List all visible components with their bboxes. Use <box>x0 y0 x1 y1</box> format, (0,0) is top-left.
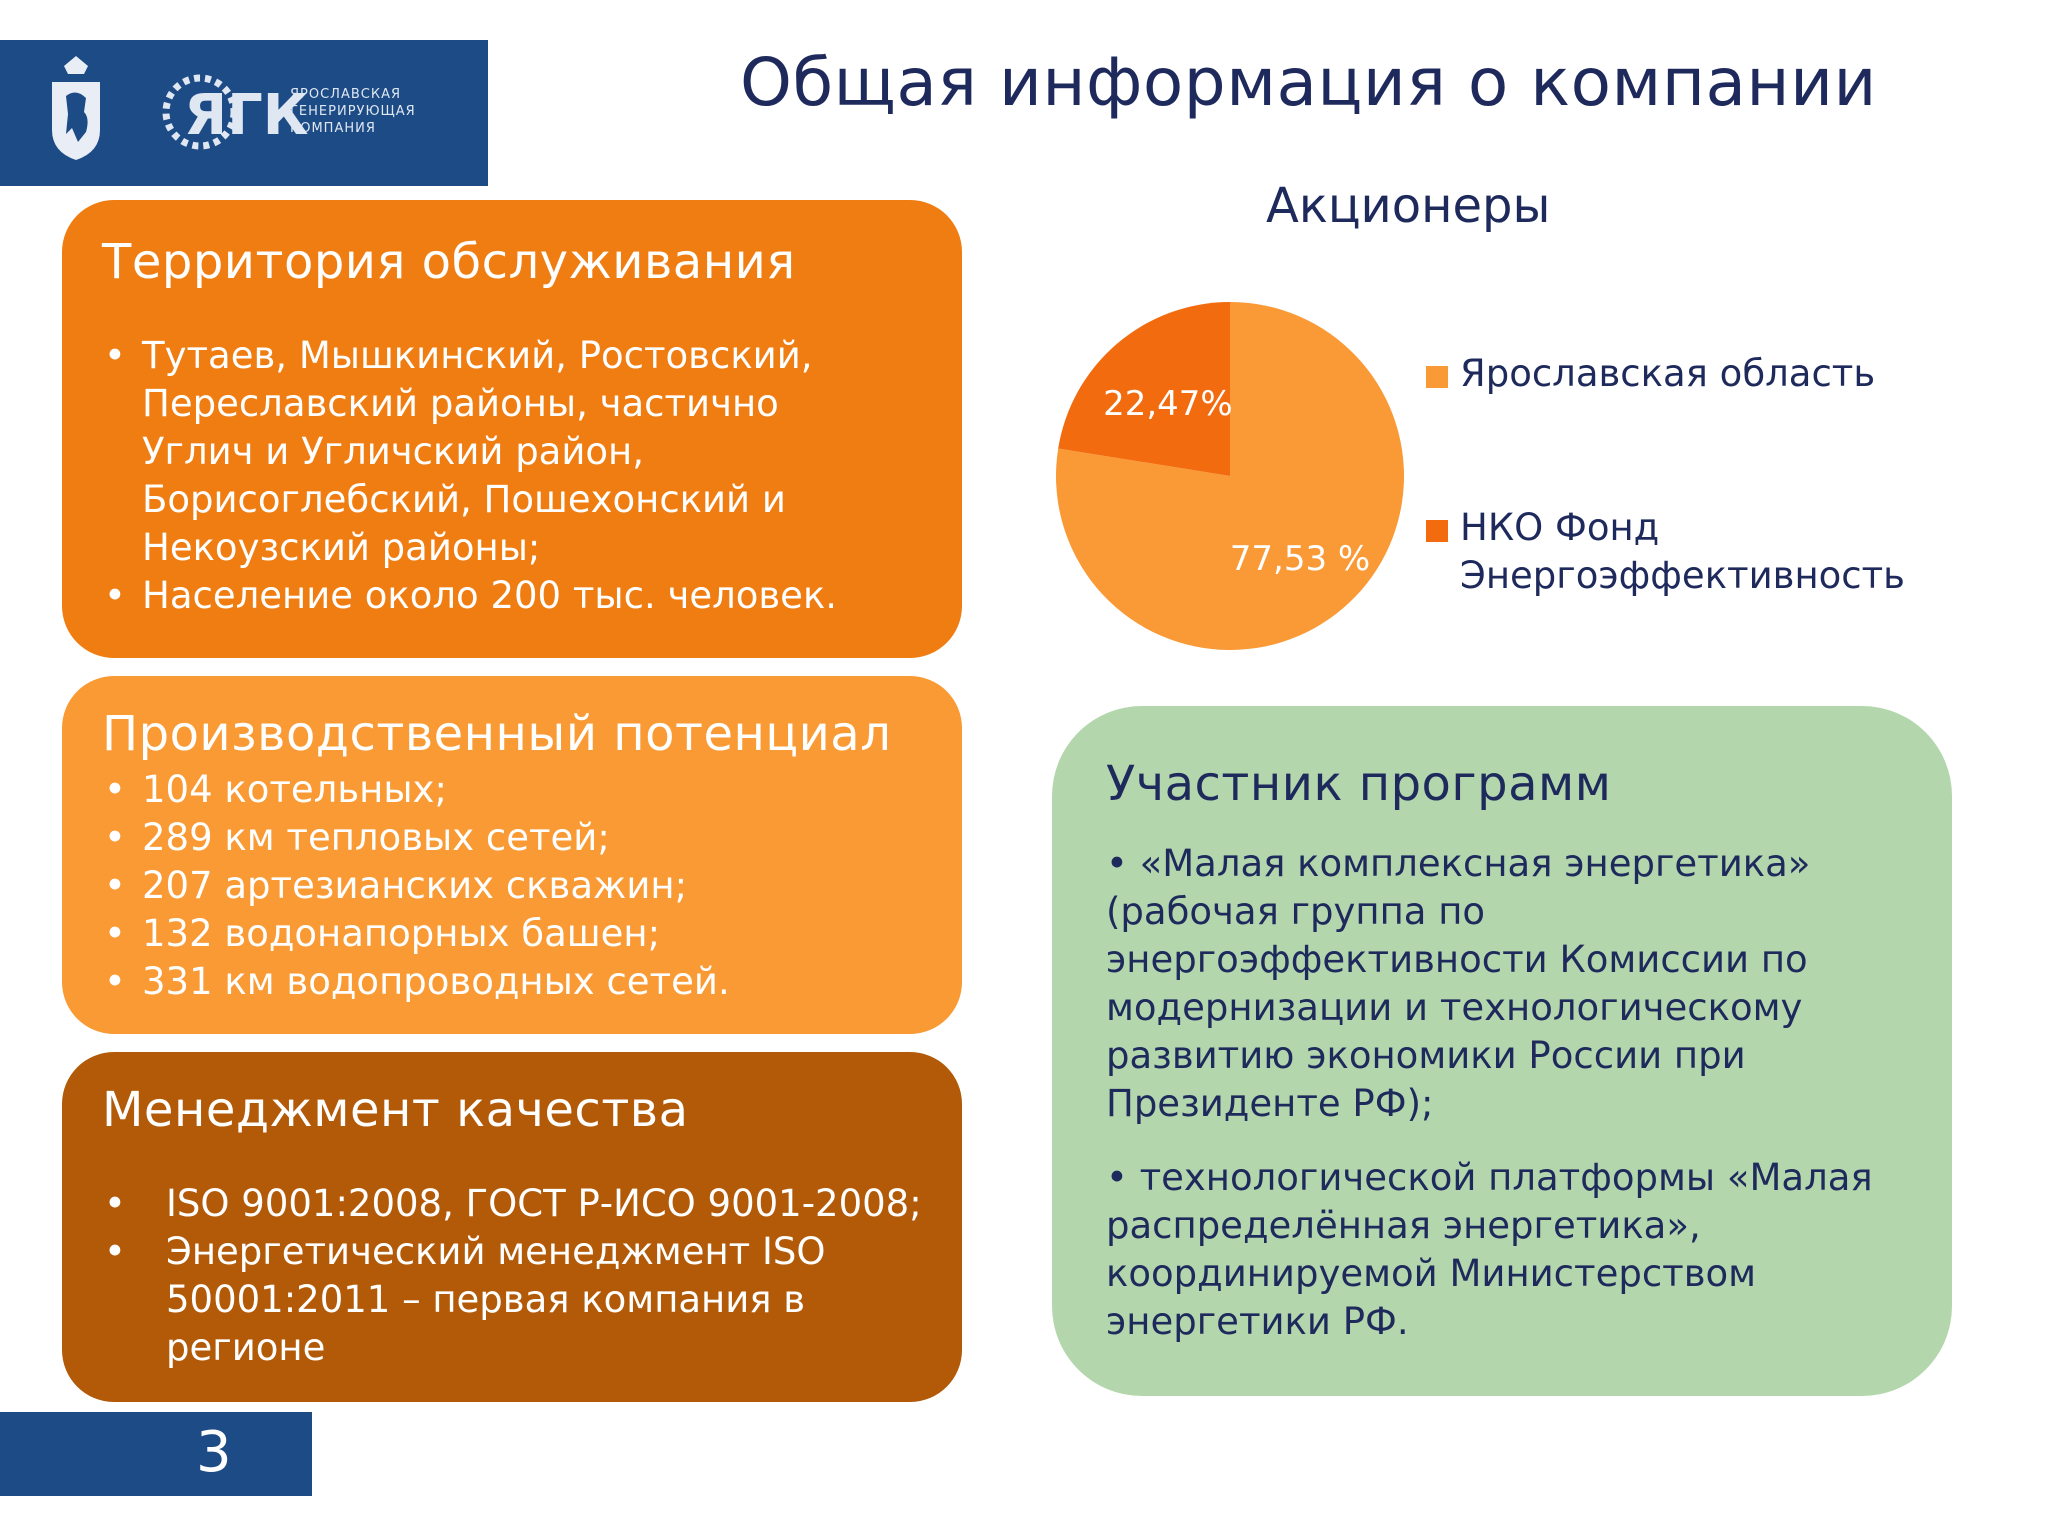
program-item: • «Малая комплексная энергетика» (рабочая группа по энергоэффективности Комиссии по модернизации и технологическому развитию экономики России при Президенте РФ); <box>1106 842 1811 1125</box>
company-logo-icon <box>160 62 309 162</box>
pie-label-1: 22,47% <box>1103 384 1233 425</box>
list-item: • Энергетический менеджмент ISO 50001:2011 – первая компания в регионе <box>102 1228 962 1372</box>
quality-heading: Менеджмент качества <box>102 1082 689 1138</box>
shareholders-pie-chart <box>1040 290 1460 670</box>
legend-item: НКО Фонд Энергоэффективность <box>1426 504 2020 600</box>
territory-card <box>62 200 962 658</box>
chart-title: Акционеры <box>1266 178 1551 234</box>
production-list <box>102 766 962 1006</box>
list-item: • ISO 9001:2008, ГОСТ Р-ИСО 9001-2008; <box>102 1180 962 1228</box>
list-item: • 207 артезианских скважин; <box>102 862 962 910</box>
legend-item: Ярославская область <box>1426 350 2020 398</box>
programs-card <box>1052 706 1952 1396</box>
svg-text:ЯГК: ЯГК <box>184 83 309 148</box>
legend-swatch <box>1426 520 1448 542</box>
chart-legend <box>1426 350 2020 600</box>
list-item: • 289 км тепловых сетей; <box>102 814 962 862</box>
page-title: Общая информация о компании <box>740 44 1877 121</box>
program-item: • технологической платформы «Малая распределённая энергетика», координируемой Министерством энергетики РФ. <box>1106 1156 1873 1343</box>
list-item: • 331 км водопроводных сетей. <box>102 958 962 1006</box>
territory-list <box>102 332 962 620</box>
quality-card <box>62 1052 962 1402</box>
territory-heading: Территория обслуживания <box>102 234 796 290</box>
list-item: • Население около 200 тыс. человек. <box>102 572 962 620</box>
page-number-box <box>0 1412 312 1496</box>
list-item: • Тутаев, Мышкинский, Ростовский, Переславский районы, частично Углич и Угличский район, Борисоглебский, Пошехонский и Некоузский районы; <box>102 332 962 572</box>
coat-of-arms-icon <box>46 52 106 162</box>
pie-label-0: 77,53 % <box>1229 539 1371 580</box>
page-number: 3 <box>196 1420 232 1485</box>
list-item: • 132 водонапорных башен; <box>102 910 962 958</box>
production-card <box>62 676 962 1034</box>
list-item: • 104 котельных; <box>102 766 962 814</box>
production-heading: Производственный потенциал <box>102 706 892 762</box>
company-name: ЯРОСЛАВСКАЯ ГЕНЕРИРУЮЩАЯ КОМПАНИЯ <box>290 87 416 136</box>
logo-bar <box>0 40 488 186</box>
legend-swatch <box>1426 366 1448 388</box>
programs-heading: Участник программ <box>1106 756 1612 812</box>
quality-list <box>102 1180 962 1372</box>
